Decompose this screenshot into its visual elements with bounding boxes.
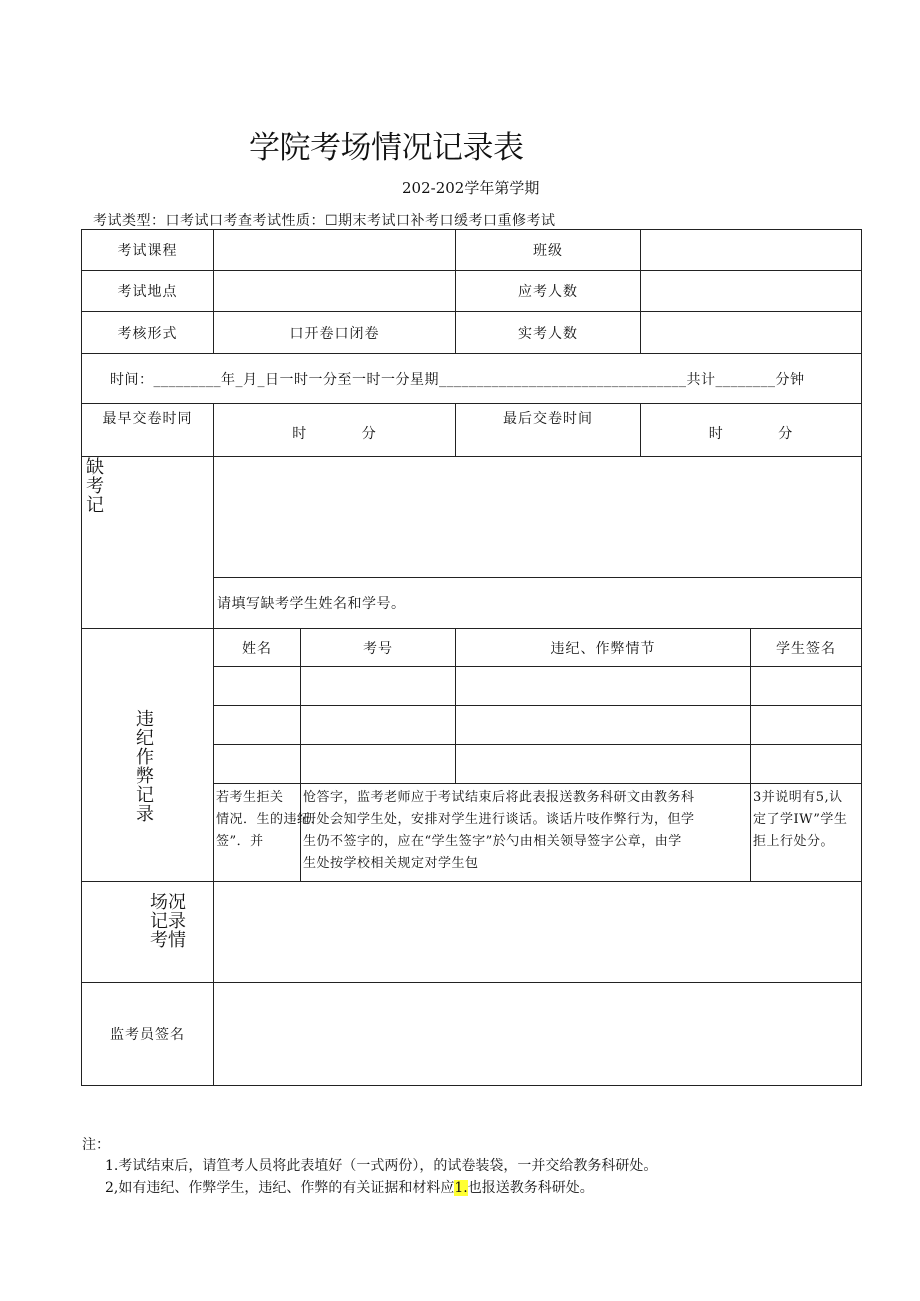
location-input[interactable] bbox=[214, 271, 455, 311]
earliest-submit-label: 最早交卷时同 bbox=[102, 411, 193, 427]
expected-count-input[interactable] bbox=[641, 271, 861, 311]
table-row-cell[interactable] bbox=[214, 667, 300, 705]
class-label: 班级 bbox=[533, 243, 563, 259]
course-label: 考试课程 bbox=[117, 243, 178, 259]
earliest-submit-time[interactable]: 时 分 bbox=[292, 426, 377, 442]
note-line-1: 1.考试结束后，请笪考人员将此表埴好（一式两份），的试卷装袋，一并交给教务科研处。 bbox=[105, 1158, 658, 1174]
format-label: 考核形式 bbox=[117, 325, 178, 342]
table-border-right bbox=[861, 229, 862, 1086]
header-exam-number: 考号 bbox=[363, 640, 393, 657]
note-line-2-text: 2,如有违纪、作弊学生，违纪、作弊的有关证据和材料应 bbox=[105, 1180, 455, 1196]
violation-note-col1: 若考生拒关 情况．生的违纪． 签”．并 bbox=[216, 790, 325, 849]
situation-input[interactable] bbox=[214, 882, 861, 982]
format-options[interactable]: 口开卷口闭卷 bbox=[289, 325, 380, 342]
exam-type-line[interactable]: 考试类型：口考试口考查考试性质：☐期末考试口补考口缓考口重修考试 bbox=[93, 213, 556, 229]
page-title: 学院考场情况记录表 bbox=[249, 130, 524, 166]
note-line-2 bbox=[105, 1177, 594, 1197]
absence-note: 请填写缺考学生姓名和学号。 bbox=[217, 596, 406, 612]
header-name: 姓名 bbox=[242, 640, 272, 657]
actual-count-label: 实考人数 bbox=[518, 325, 578, 342]
row-divider bbox=[213, 705, 862, 706]
notes-heading: 注： bbox=[82, 1137, 110, 1153]
table-border-bottom bbox=[81, 1085, 862, 1086]
table-row-cell[interactable] bbox=[214, 745, 300, 783]
violation-label: 违纪作弊记录 bbox=[136, 709, 154, 825]
note-line-2-tail: 也报送教务科研处。 bbox=[467, 1180, 594, 1196]
situation-label: 场况记录考情 bbox=[150, 892, 186, 951]
latest-submit-label: 最后交卷时间 bbox=[503, 411, 593, 427]
header-student-signature: 学生签名 bbox=[776, 640, 836, 657]
header-violation-details: 违纪、作弊情节 bbox=[550, 640, 656, 657]
invigilator-label: 监考员签名 bbox=[110, 1027, 185, 1043]
absence-input[interactable] bbox=[214, 457, 861, 577]
violation-note-col2: 怆答字，监考老师应于考试结束后将此表报送教务科研文由教务科 研处会知学生处，安排对学生进行谈话。谈话片吱作弊行为，但学 生仍不签字的，应在“学生签字”於勺由相关领导签字公章，由学 生处按学校相关规定对学生包 bbox=[303, 790, 695, 871]
expected-count-label: 应考人数 bbox=[518, 284, 578, 300]
row-divider bbox=[213, 783, 862, 784]
class-input[interactable] bbox=[641, 230, 861, 270]
actual-count-input[interactable] bbox=[641, 312, 861, 353]
highlight-mark: 1. bbox=[454, 1180, 468, 1196]
absence-label: 缺考记 bbox=[86, 457, 104, 516]
row-divider bbox=[213, 666, 862, 667]
col-divider bbox=[750, 628, 751, 882]
location-label: 考试地点 bbox=[117, 284, 178, 300]
table-row-cell[interactable] bbox=[214, 706, 300, 744]
invigilator-signature-input[interactable] bbox=[214, 983, 861, 1085]
row-divider bbox=[213, 744, 862, 745]
course-input[interactable] bbox=[214, 230, 455, 270]
latest-submit-time[interactable]: 时 分 bbox=[708, 426, 794, 442]
violation-note-col3: 3并说明有5,认 定了学IW”学生 拒上行处分。 bbox=[753, 790, 848, 849]
exam-time-line[interactable]: 时间：_________年_月_日一时一分至一时一分星期_________________________________共计________分钟 bbox=[110, 371, 805, 388]
term-line: 202-202学年第学期 bbox=[402, 179, 540, 197]
